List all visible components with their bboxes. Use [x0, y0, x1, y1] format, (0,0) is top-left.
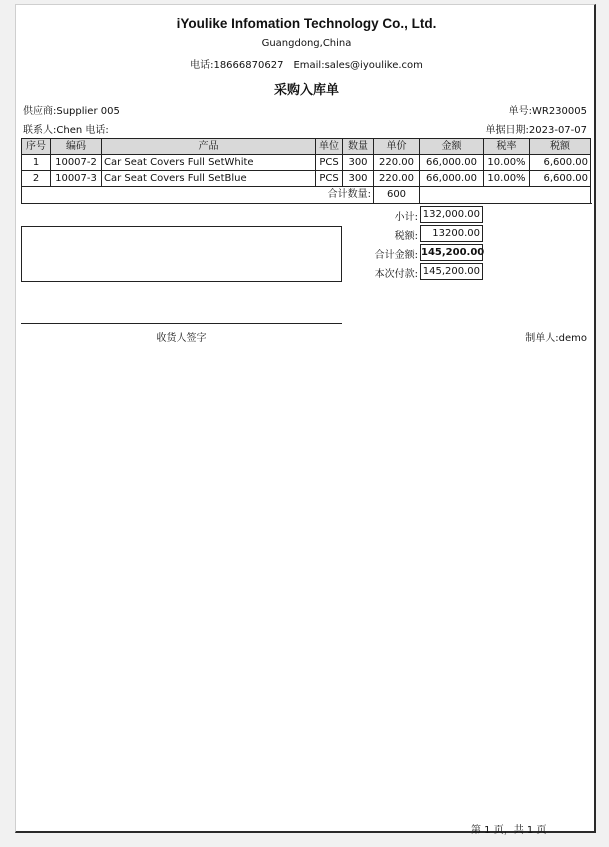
payment-label: 本次付款:	[374, 269, 418, 280]
subtotal-value: 132,000.00	[420, 206, 483, 223]
row-amount: 66,000.00	[420, 171, 484, 187]
col-header-qty: 数量	[343, 139, 374, 155]
col-header-no: 序号	[22, 139, 51, 155]
tax-label: 税额:	[394, 231, 418, 242]
col-header-unit: 单位	[316, 139, 343, 155]
grand-total-label: 合计金额:	[374, 250, 418, 261]
company-email: Email:sales@iyoulike.com	[293, 60, 423, 71]
remarks-box	[21, 226, 342, 282]
row-price: 220.00	[374, 171, 420, 187]
company-phone: 电话:18666870627	[190, 60, 284, 71]
signature-line	[21, 323, 342, 324]
row-tax: 6,600.00	[530, 171, 591, 187]
col-header-amount: 金额	[420, 139, 484, 155]
row-product: Car Seat Covers Full SetWhite	[102, 155, 316, 171]
col-header-code: 编码	[51, 139, 102, 155]
items-table	[21, 138, 591, 204]
row-code: 10007-2	[51, 155, 102, 171]
row-no: 1	[22, 155, 51, 171]
contact-field: 联系人:Chen 电话:	[23, 125, 109, 136]
receiver-signature-label: 收货人签字	[156, 333, 207, 344]
tax-value: 13200.00	[420, 225, 483, 242]
total-qty-empty	[420, 187, 591, 204]
total-qty-label: 合计数量:	[22, 187, 374, 204]
table-header-row	[22, 139, 591, 155]
col-header-tax-rate: 税率	[484, 139, 530, 155]
subtotal-label: 小计:	[394, 212, 418, 223]
row-code: 10007-3	[51, 171, 102, 187]
row-qty: 300	[343, 155, 374, 171]
row-unit: PCS	[316, 155, 343, 171]
company-name: iYoulike Infomation Technology Co., Ltd.	[176, 16, 437, 31]
row-qty: 300	[343, 171, 374, 187]
company-address: Guangdong,China	[261, 38, 352, 49]
table-row	[22, 171, 591, 187]
document-title: 采购入库单	[273, 83, 339, 98]
row-price: 220.00	[374, 155, 420, 171]
row-tax-rate: 10.00%	[484, 155, 530, 171]
col-header-product: 产品	[102, 139, 316, 155]
document-number: 单号:WR230005	[508, 106, 587, 117]
row-unit: PCS	[316, 171, 343, 187]
row-no: 2	[22, 171, 51, 187]
col-header-price: 单价	[374, 139, 420, 155]
grand-total-value: 145,200.00	[420, 244, 483, 261]
table-row	[22, 155, 591, 171]
document-page	[15, 4, 596, 836]
row-tax: 6,600.00	[530, 155, 591, 171]
company-contact	[16, 56, 597, 71]
row-tax-rate: 10.00%	[484, 171, 530, 187]
row-product: Car Seat Covers Full SetBlue	[102, 171, 316, 187]
total-qty-value: 600	[374, 187, 420, 204]
supplier-field: 供应商:Supplier 005	[23, 106, 120, 117]
document-date: 单据日期:2023-07-07	[485, 125, 587, 136]
payment-value: 145,200.00	[420, 263, 483, 280]
row-amount: 66,000.00	[420, 155, 484, 171]
document-maker: 制单人:demo	[525, 333, 587, 344]
total-qty-row	[22, 187, 591, 204]
page-number: 第 1 页，共 1 页	[471, 825, 547, 836]
col-header-tax: 税额	[530, 139, 591, 155]
